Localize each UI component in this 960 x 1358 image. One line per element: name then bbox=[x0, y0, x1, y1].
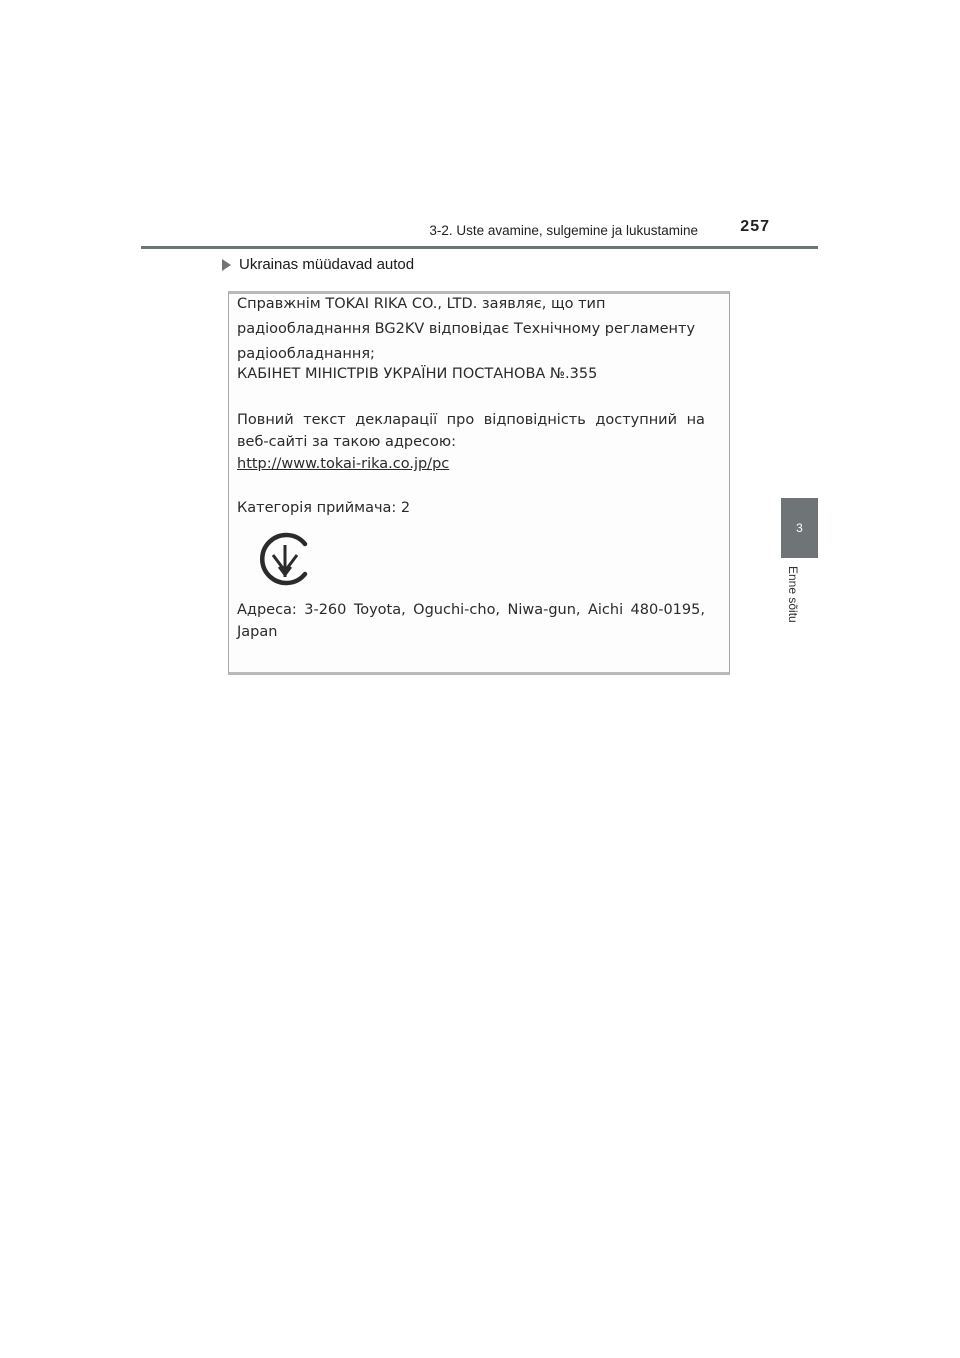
declaration-url[interactable]: http://www.tokai-rika.co.jp/pc bbox=[237, 456, 450, 472]
notice-line: веб-сайті за такою адресою: bbox=[237, 434, 456, 450]
notice-line: Справжнім TOKAI RIKA CO., LTD. заявляє, що тип bbox=[237, 296, 606, 312]
notice-word: декларації bbox=[355, 412, 438, 428]
address-word: Niwa-gun, bbox=[507, 602, 581, 618]
section-subheading bbox=[222, 256, 414, 273]
page-header bbox=[141, 216, 818, 249]
notice-word: доступний bbox=[595, 412, 678, 428]
notice-line: радіообладнання; bbox=[237, 346, 375, 362]
receiver-category: Категорія приймача: 2 bbox=[237, 500, 411, 516]
subheading-text: Ukrainas müüdavad autod bbox=[239, 256, 415, 273]
notice-word: текст bbox=[303, 412, 346, 428]
address-word: Toyota, bbox=[353, 602, 406, 618]
address-word: Aichi bbox=[587, 602, 624, 618]
notice-line: радіообладнання BG2KV відповідає Технічному регламенту bbox=[237, 321, 696, 337]
address-line: Japan bbox=[237, 624, 278, 640]
notice-line: КАБІНЕТ МІНІСТРІВ УКРАЇНИ ПОСТАНОВА №.355 bbox=[237, 366, 598, 382]
notice-word: відповідність bbox=[483, 412, 586, 428]
address-word: Oguchi-cho, bbox=[413, 602, 501, 618]
notice-line-justified bbox=[237, 412, 705, 428]
ukraine-conformity-mark-icon bbox=[257, 531, 313, 587]
notice-word: про bbox=[446, 412, 475, 428]
header-section-title: 3-2. Uste avamine, sulgemine ja lukustamine bbox=[429, 223, 698, 238]
declaration-notice bbox=[228, 291, 730, 675]
address-word: Адреса: bbox=[237, 602, 297, 618]
address-word: 3-260 bbox=[304, 602, 347, 618]
chapter-label: Enne sõitu bbox=[786, 566, 800, 623]
address-line-justified bbox=[237, 602, 705, 618]
address-word: 480-0195, bbox=[630, 602, 705, 618]
chapter-tab bbox=[781, 498, 818, 558]
notice-word: Повний bbox=[237, 412, 294, 428]
triangle-bullet-icon bbox=[222, 259, 231, 271]
page-number: 257 bbox=[740, 218, 770, 235]
chapter-number: 3 bbox=[796, 521, 803, 535]
notice-word: на bbox=[686, 412, 705, 428]
